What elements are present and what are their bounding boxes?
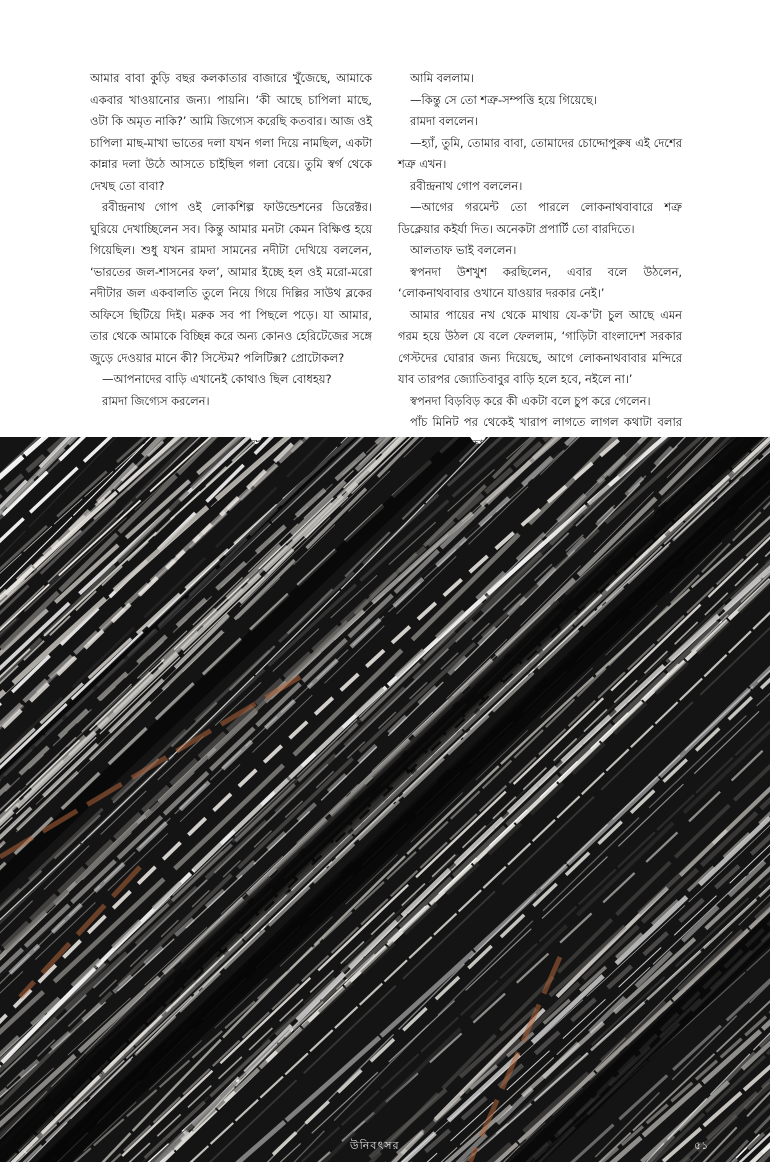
- wood-grain-svg: [0, 437, 770, 1162]
- article-paragraph: আমার বাবা কুড়ি বছর কলকাতার বাজারে খুঁজেছে, আমাকে একবার খাওয়ানোর জন্য। পায়নি। ‘কী আছে চাপিলা মাছে, ওটা কি অমৃত নাকি?’ আমি জিগ্যেস করেছি কতবার। আজ ওই চাপিলা মাছ-মাখা ভাতের দলা যখন গলা দিয়ে নামছিল, একটা কান্নার দলা উঠে আসতে চাইছিল গলা বেয়ে। তুমি স্বর্গ থেকে দেখছ তো বাবা?: [90, 71, 372, 193]
- article-paragraph: —কিন্তু সে তো শত্রু-সম্পত্তি হয়ে গিয়েছে।: [410, 92, 597, 107]
- article-paragraph: স্বপনদা উশখুশ করছিলেন, এবার বলে উঠলেন, ‘লোকনাথবাবার ওখানে যাওয়ার দরকার নেই।’: [398, 264, 682, 300]
- article-paragraph: —হ্যাঁ, তুমি, তোমার বাবা, তোমাদের চোদ্দোপুরুষ এই দেশের শত্রু এখন।: [398, 135, 682, 171]
- article-column-right: [398, 68, 682, 498]
- article-paragraph: —আগের গরমেন্ট তো পারলে লোকনাথবাবারে শত্রু ডিক্লেয়ার কইর্যা দিত। অনেকটা প্রপার্টি তো বারদিতে।: [398, 200, 682, 236]
- article-paragraph: পাঁচ মিনিট পর থেকেই খারাপ লাগতে লাগল কথাটা বলার সরকারের: [410, 415, 682, 451]
- article-column-left: [90, 68, 372, 498]
- page-number: ৫১: [694, 1139, 709, 1152]
- article-paragraph: রামদা বললেন।: [410, 114, 478, 128]
- article-paragraph: আলতাফ ভাই বললেন।: [410, 243, 517, 257]
- wood-texture-illustration: [0, 437, 770, 1162]
- magazine-title: উনিবৎসর: [350, 1139, 400, 1152]
- article-paragraph: স্বপনদা বিড়বিড় করে কী একটা বলে চুপ করে গেলেন।: [410, 393, 651, 408]
- article-paragraph: রবীন্দ্রনাথ গোপ ওই লোকশিল্প ফাউন্ডেশনের ডিরেক্টর। ঘুরিয়ে দেখাচ্ছিলেন সব। কিন্তু আমার মনটা কেমন বিক্ষিপ্ত হয়ে গিয়েছিল। শুধু যখন রামদা সামনের নদীটা দেখিয়ে বললেন, ‘ভারতের জল-শাসনের ফল’, আমার ইচ্ছে হল ওই মরো-মরো নদীটার জল একবালতি তুলে নিয়ে গিয়ে দিল্লির সাউথ ব্লকের অফিসে ছিটিয়ে দিই। মরুক সব পা পিছলে পড়ে। যা আমার, তার থেকে আমাকে বিচ্ছিন্ন করে অন্য কোনও হেরিটেজের সঙ্গে জুড়ে দেওয়ার মানে কী? সিস্টেম? পলিটিক্স? প্রোটোকল?: [90, 200, 372, 365]
- article-paragraph: রবীন্দ্রনাথ গোপ বললেন।: [410, 178, 523, 193]
- article-paragraph: রামদা জিগ্যেস করলেন।: [102, 393, 210, 408]
- article-paragraph: আমার পায়ের নখ থেকে মাথায় যে-ক’টা চুল আছে এমন গরম হয়ে উঠল যে বলে ফেললাম, ‘গাড়িটা বাংলাদেশ সরকার গেস্টদের ঘোরার জন্য দিয়েছে, আগে লোকনাথবাবার মন্দিরে যাব তারপর জ্যোতিবাবুর বাড়ি হলে হবে, নইলে না।’: [398, 307, 682, 386]
- article-paragraph: আমি বললাম।: [410, 71, 474, 85]
- article-paragraph: —আপনাদের বাড়ি এখানেই কোথাও ছিল বোধহয়?: [102, 372, 332, 386]
